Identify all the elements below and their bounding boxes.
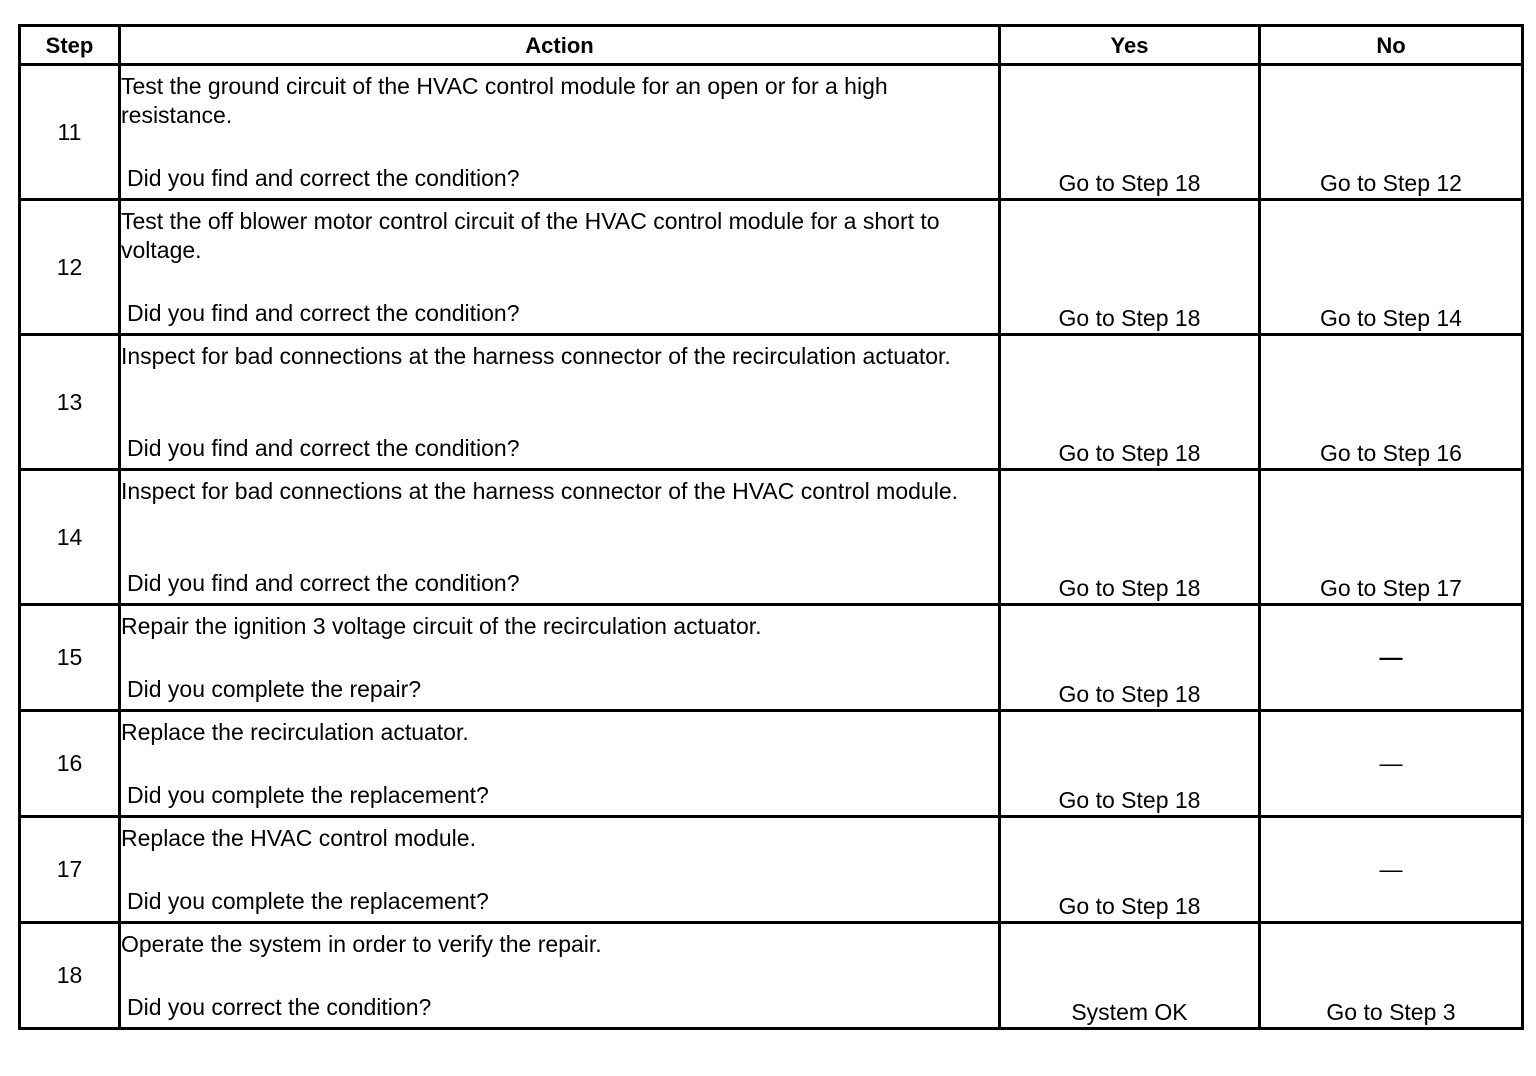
action-cell — [120, 65, 1000, 200]
header-step: Step — [20, 26, 120, 65]
step-number: 18 — [20, 923, 120, 1029]
question-text: Did you complete the replacement? — [127, 888, 489, 914]
question-text: Did you find and correct the condition? — [127, 300, 520, 326]
question-text: Did you find and correct the condition? — [127, 570, 520, 596]
no-result: Go to Step 16 — [1260, 335, 1523, 470]
yes-result: Go to Step 18 — [1000, 65, 1260, 200]
step-number: 11 — [20, 65, 120, 200]
yes-result: Go to Step 18 — [1000, 335, 1260, 470]
table-row — [20, 711, 1523, 817]
table-row — [20, 335, 1523, 470]
yes-result: Go to Step 18 — [1000, 200, 1260, 335]
step-number: 12 — [20, 200, 120, 335]
action-cell — [120, 605, 1000, 711]
yes-result: Go to Step 18 — [1000, 470, 1260, 605]
header-no: No — [1260, 26, 1523, 65]
yes-result: System OK — [1000, 923, 1260, 1029]
action-text: Operate the system in order to verify the repair. — [121, 931, 602, 957]
action-cell — [120, 923, 1000, 1029]
step-number: 13 — [20, 335, 120, 470]
action-cell — [120, 817, 1000, 923]
header-action: Action — [120, 26, 1000, 65]
question-text: Did you complete the repair? — [127, 676, 422, 702]
table-row — [20, 923, 1523, 1029]
step-number: 16 — [20, 711, 120, 817]
question-text: Did you find and correct the condition? — [127, 165, 520, 191]
action-text: Replace the recirculation actuator. — [121, 719, 469, 745]
action-cell — [120, 470, 1000, 605]
table-row — [20, 65, 1523, 200]
table-row — [20, 605, 1523, 711]
action-text: Repair the ignition 3 voltage circuit of the recirculation actuator. — [121, 613, 762, 639]
table-row — [20, 470, 1523, 605]
yes-result: Go to Step 18 — [1000, 605, 1260, 711]
question-text: Did you complete the replacement? — [127, 782, 489, 808]
action-text: Test the ground circuit of the HVAC control module for an open or for a high resistance. — [121, 73, 888, 128]
diagnostic-table — [18, 24, 1524, 1030]
action-text: Inspect for bad connections at the harness connector of the HVAC control module. — [121, 478, 958, 504]
action-text: Replace the HVAC control module. — [121, 825, 476, 851]
step-number: 14 — [20, 470, 120, 605]
step-number: 17 — [20, 817, 120, 923]
no-result: — — [1260, 605, 1523, 711]
action-cell — [120, 711, 1000, 817]
action-text: Test the off blower motor control circuit of the HVAC control module for a short to voltage. — [121, 208, 940, 263]
question-text: Did you find and correct the condition? — [127, 435, 520, 461]
question-text: Did you correct the condition? — [127, 994, 432, 1020]
no-result: Go to Step 17 — [1260, 470, 1523, 605]
no-result: Go to Step 12 — [1260, 65, 1523, 200]
header-yes: Yes — [1000, 26, 1260, 65]
step-number: 15 — [20, 605, 120, 711]
action-cell — [120, 200, 1000, 335]
action-text: Inspect for bad connections at the harness connector of the recirculation actuator. — [121, 343, 951, 369]
no-result: Go to Step 3 — [1260, 923, 1523, 1029]
action-cell — [120, 335, 1000, 470]
table-row — [20, 200, 1523, 335]
no-result: — — [1260, 711, 1523, 817]
yes-result: Go to Step 18 — [1000, 817, 1260, 923]
no-result: Go to Step 14 — [1260, 200, 1523, 335]
yes-result: Go to Step 18 — [1000, 711, 1260, 817]
header-row — [20, 26, 1523, 65]
no-result: — — [1260, 817, 1523, 923]
table-row — [20, 817, 1523, 923]
